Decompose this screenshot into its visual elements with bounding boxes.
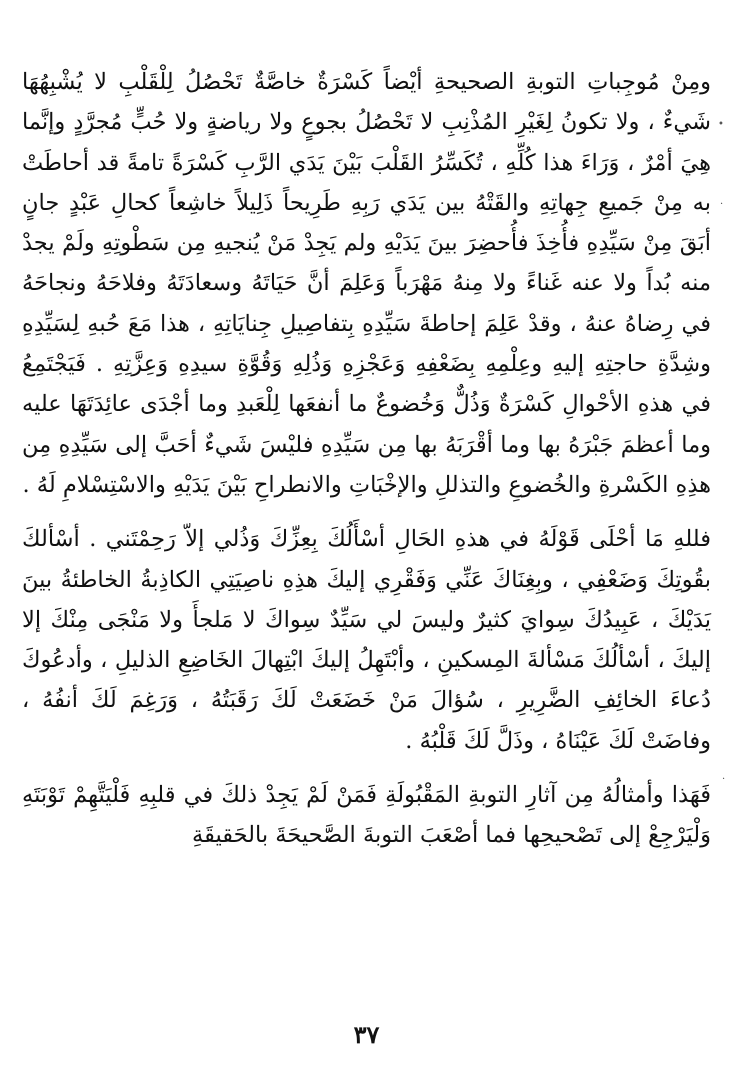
margin-speck: · bbox=[720, 199, 724, 210]
margin-speck: • bbox=[718, 119, 724, 130]
body-text bbox=[22, 62, 711, 856]
paragraph-2: فللهِ مَا أحْلَى قَوْلَهُ في هذهِ الحَالِ أسْأَلُكَ بِعِزِّكَ وَذُلي إلاّ رَحِمْتَني . أسْألكَ بقُوتِكَ وَضَعْفِي ، وبِغِنَاكَ عَنِّي وَفَقْرِي إليكَ هذِهِ ناصِيَتِي الكاذِبةُ الخاطئةُ بينَ يَدَيْكَ ، عَبِيدُكَ سِوايَ كثيرٌ وليسَ لي سَيِّدٌ سِواكَ لا مَلجأَ ولا مَنْجَى مِنْكَ إلا إليكَ ، أسْألُكَ مَسْألةَ المِسكينِ ، وأبْتَهِلُ إليكَ ابْتِهالَ الخَاضِعِ الذليلِ ، وأدعُوكَ دُعاءَ الخائِفِ الضَّرِيرِ ، سُؤالَ مَنْ خَضَعَتْ لَكَ رَقَبَتُهُ ، وَرَغِمَ لَكَ أنفُهُ ، وفاضَتْ لَكَ عَيْنَاهُ ، وذَلَّ لَكَ قَلْبُهُ . bbox=[22, 526, 711, 754]
margin-speck: · bbox=[722, 774, 726, 785]
paragraph-3: فَهَذا وأمثالُهُ مِن آثارِ التوبةِ المَقْبُولَةِ فَمَنْ لَمْ يَجِدْ ذلكَ في قلبِهِ فَلْيَتَّهِمْ تَوْبَتَهِ وَلْيَرْجِعْ إلى تَصْحيحِها فما أصْعَبَ التوبةَ الصَّحيحَةَ بالحَقيقَةِ bbox=[22, 782, 711, 849]
paragraph-1: ومِنْ مُوجِباتِ التوبةِ الصحيحةِ أيْضاً كَسْرَةٌ خاصَّةٌ تَحْصُلُ لِلْقَلْبِ لا يُشْبِهُهَا شَيءٌ ، ولا تكونُ لِغَيْرِ المُذْنِبِ لا تَحْصُلُ بجوعٍ ولا رياضةٍ ولا حُبٍّ مُجرَّدٍ وإنَّما هِيَ أمْرٌ ، وَرَاءَ هذا كُلِّهِ ، تُكَسِّرُ القَلْبَ بَيْنَ يَدَي الرَّبِ كَسْرَةً تامةً قد أحاطَتْ به مِنْ جَميعِ جِهاتِهِ والقَتْهُ بين يَدَي رَبِهِ طَرِيحاً ذَلِيلاً خاشِعاً كحالِ عَبْدٍ جانٍ أبَقَ مِنْ سَيِّدِهِ فأُخِذَ فأُحضِرَ بينَ يَدَيْهِ ولم يَجِدْ مَنْ يُنجيهِ مِن سَطْوتِهِ ولَمْ يجدْ منه بُداً ولا عنه غَناءً ولا مِنهُ مَهْرَباً وَعَلِمَ أنَّ حَيَاتَهُ وسعادَتَهُ وفلاحَهُ ونجاحَهُ في رِضاهُ عنهُ ، وقدْ عَلِمَ إحاطةَ سَيِّدِهِ بِتفاصِيلِ جِنايَاتِهِ ، هذا مَعَ حُبهِ لِسَيِّدِهِ وشِدَّةِ حاجتِهِ إليهِ وعِلْمِهِ بِضَعْفِهِ وَعَجْزِهِ وَذُلِهِ وَقُوَّةِ سيدِهِ وَعِزَّتِهِ . فَيَجْتَمِعُ في هذهِ الأحْوالِ كَسْرَةٌ وَذُلٌّ وَخُضوعٌ ما أنفعَها لِلْعَبدِ وما أجْدَى عائِدَتَهَا عليه وما أعظمَ جَبْرَهُ بها وما أقْرَبَهُ بها مِن سَيِّدِهِ فليْسَ شَيءٌ أحَبَّ إلى سَيِّدِهِ مِن هذِهِ الكَسْرةِ والخُضوعِ والتذللِ والإخْبَاتِ والانطراحِ بَيْنَ يَدَيْهِ والاسْتِسْلامِ لَهُ . bbox=[22, 69, 711, 498]
page-number: ٣٧ bbox=[353, 1020, 380, 1049]
